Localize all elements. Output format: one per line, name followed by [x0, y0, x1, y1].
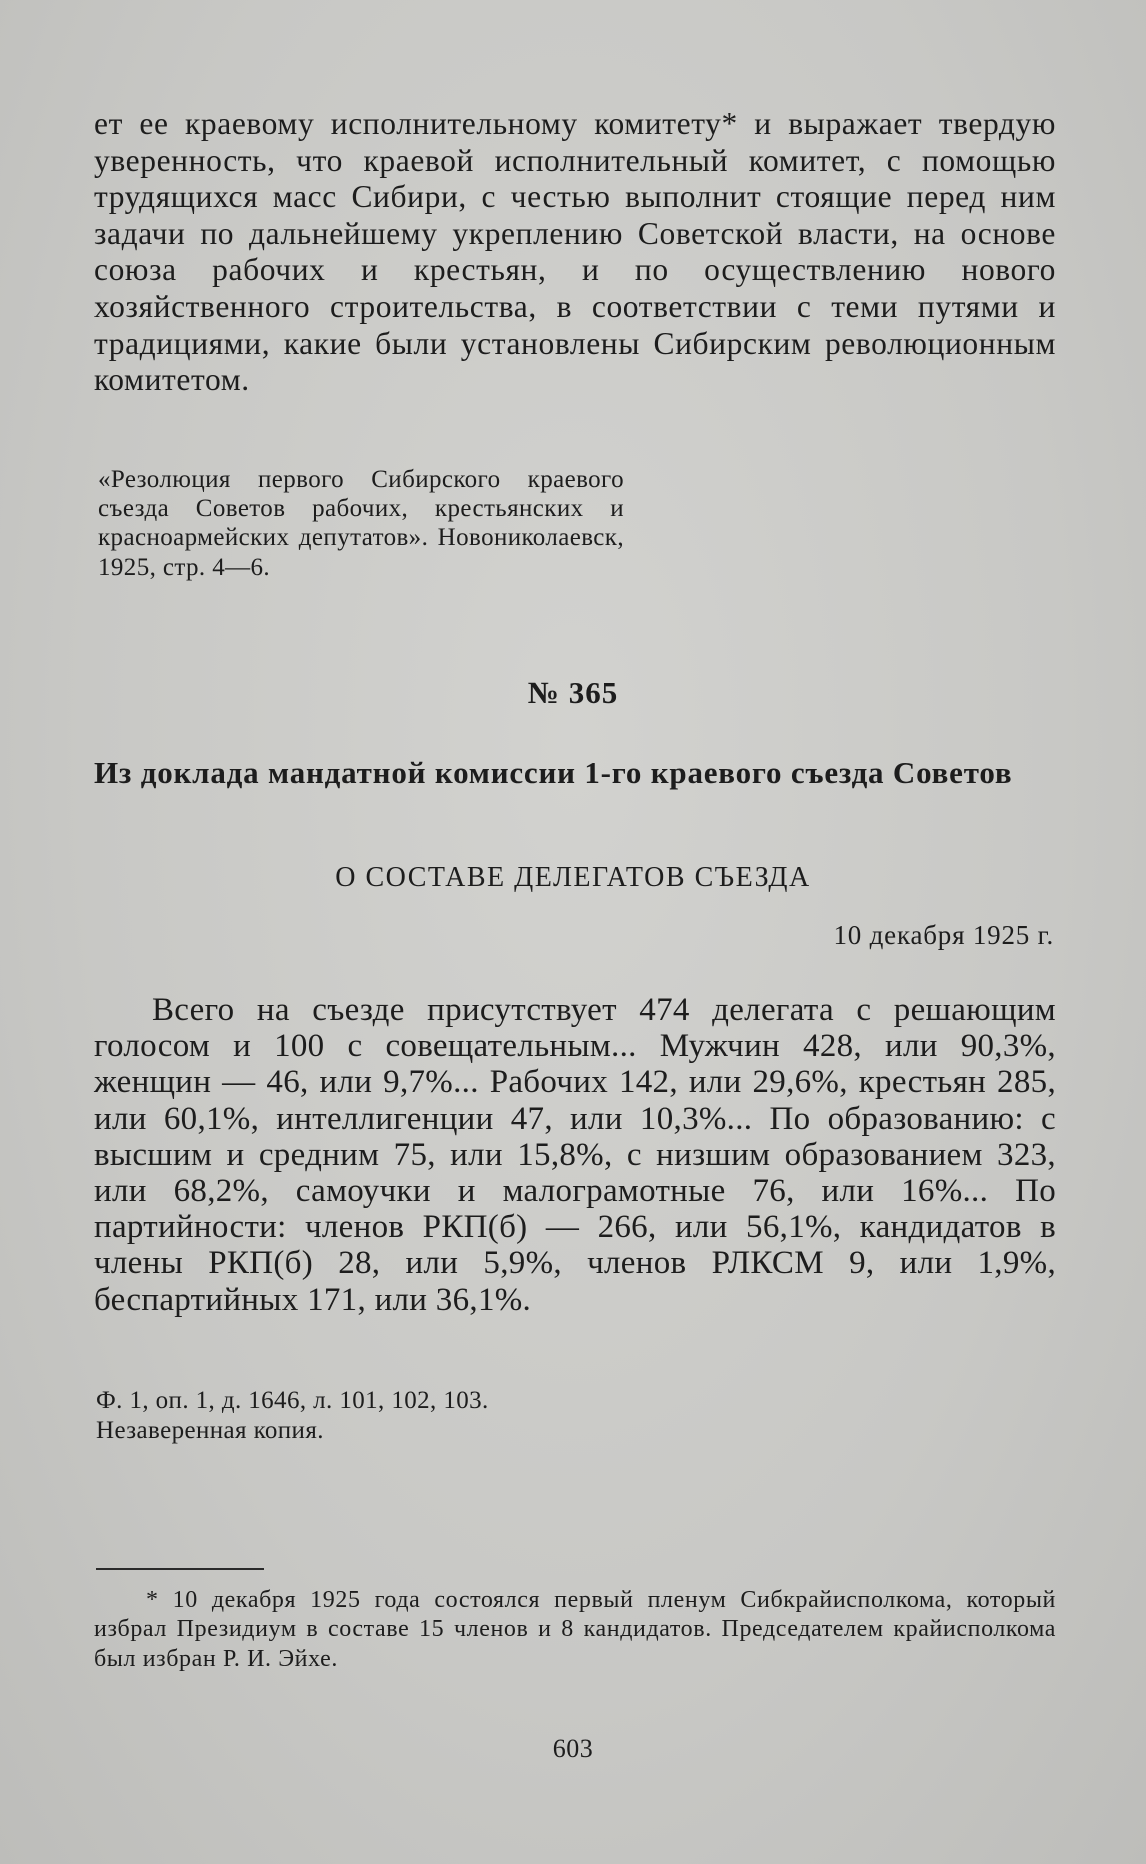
- archive-reference: Ф. 1, оп. 1, д. 1646, л. 101, 102, 103.: [96, 1387, 489, 1414]
- footnote-text: * 10 декабря 1925 года состоялся первый пленум Сибкрайисполкома, который избрал Президиум в составе 15 членов и 8 кандидатов. Председателем крайисполкома был избран Р. И. Эйхе.: [94, 1587, 1056, 1672]
- archive-source: [96, 1386, 696, 1446]
- continuation-paragraph: [94, 106, 1056, 399]
- footnote-divider: [96, 1568, 264, 1570]
- document-subtitle: О СОСТАВЕ ДЕЛЕГАТОВ СЪЕЗДА: [335, 862, 811, 893]
- source-citation: «Резолюция первого Сибирского краевого съезда Советов рабочих, крестьянских и красноармейских депутатов». Новониколаевск, 1925, стр. 4—6.: [98, 466, 624, 581]
- document-number: № 365: [527, 675, 619, 710]
- continuation-paragraph-text: ет ее краевому исполнительному комитету* и выражает твердую уверенность, что краевой исполнительный комитет, с помощью трудящихся масс Сибири, с честью выполнит стоящие перед ним задачи по дальнейшему укреплению Советской власти, на основе союза рабочих и крестьян, и по осуществлению нового хозяйственного строительства, в соответствии с теми путями и традициями, какие были установлены Сибирским революционным комитетом.: [94, 106, 1056, 398]
- document-date: 10 декабря 1925 г.: [833, 920, 1054, 950]
- copy-note: Незаверенная копия.: [96, 1417, 324, 1444]
- footnote: [94, 1586, 1056, 1674]
- document-body: [94, 992, 1056, 1318]
- document-title: Из доклада мандатной комиссии 1-го краевого съезда Советов: [94, 755, 1013, 790]
- document-body-text: Всего на съезде присутствует 474 делегата с решающим голосом и 100 с совещательным... Мужчин 428, или 90,3%, женщин — 46, или 9,7%... Рабочих 142, или 29,6%, крестьян 285, или 60,1%, интеллигенции 47, или 10,3%... По образованию: с высшим и средним 75, или 15,8%, с низшим образованием 323, или 68,2%, самоучки и малограмотные 76, или 16%... По партийности: членов РКП(б) — 266, или 56,1%, кандидатов в члены РКП(б) 28, или 5,9%, членов РЛКСМ 9, или 1,9%, беспартийных 171, или 36,1%.: [94, 992, 1056, 1318]
- page-number: 603: [552, 1734, 594, 1763]
